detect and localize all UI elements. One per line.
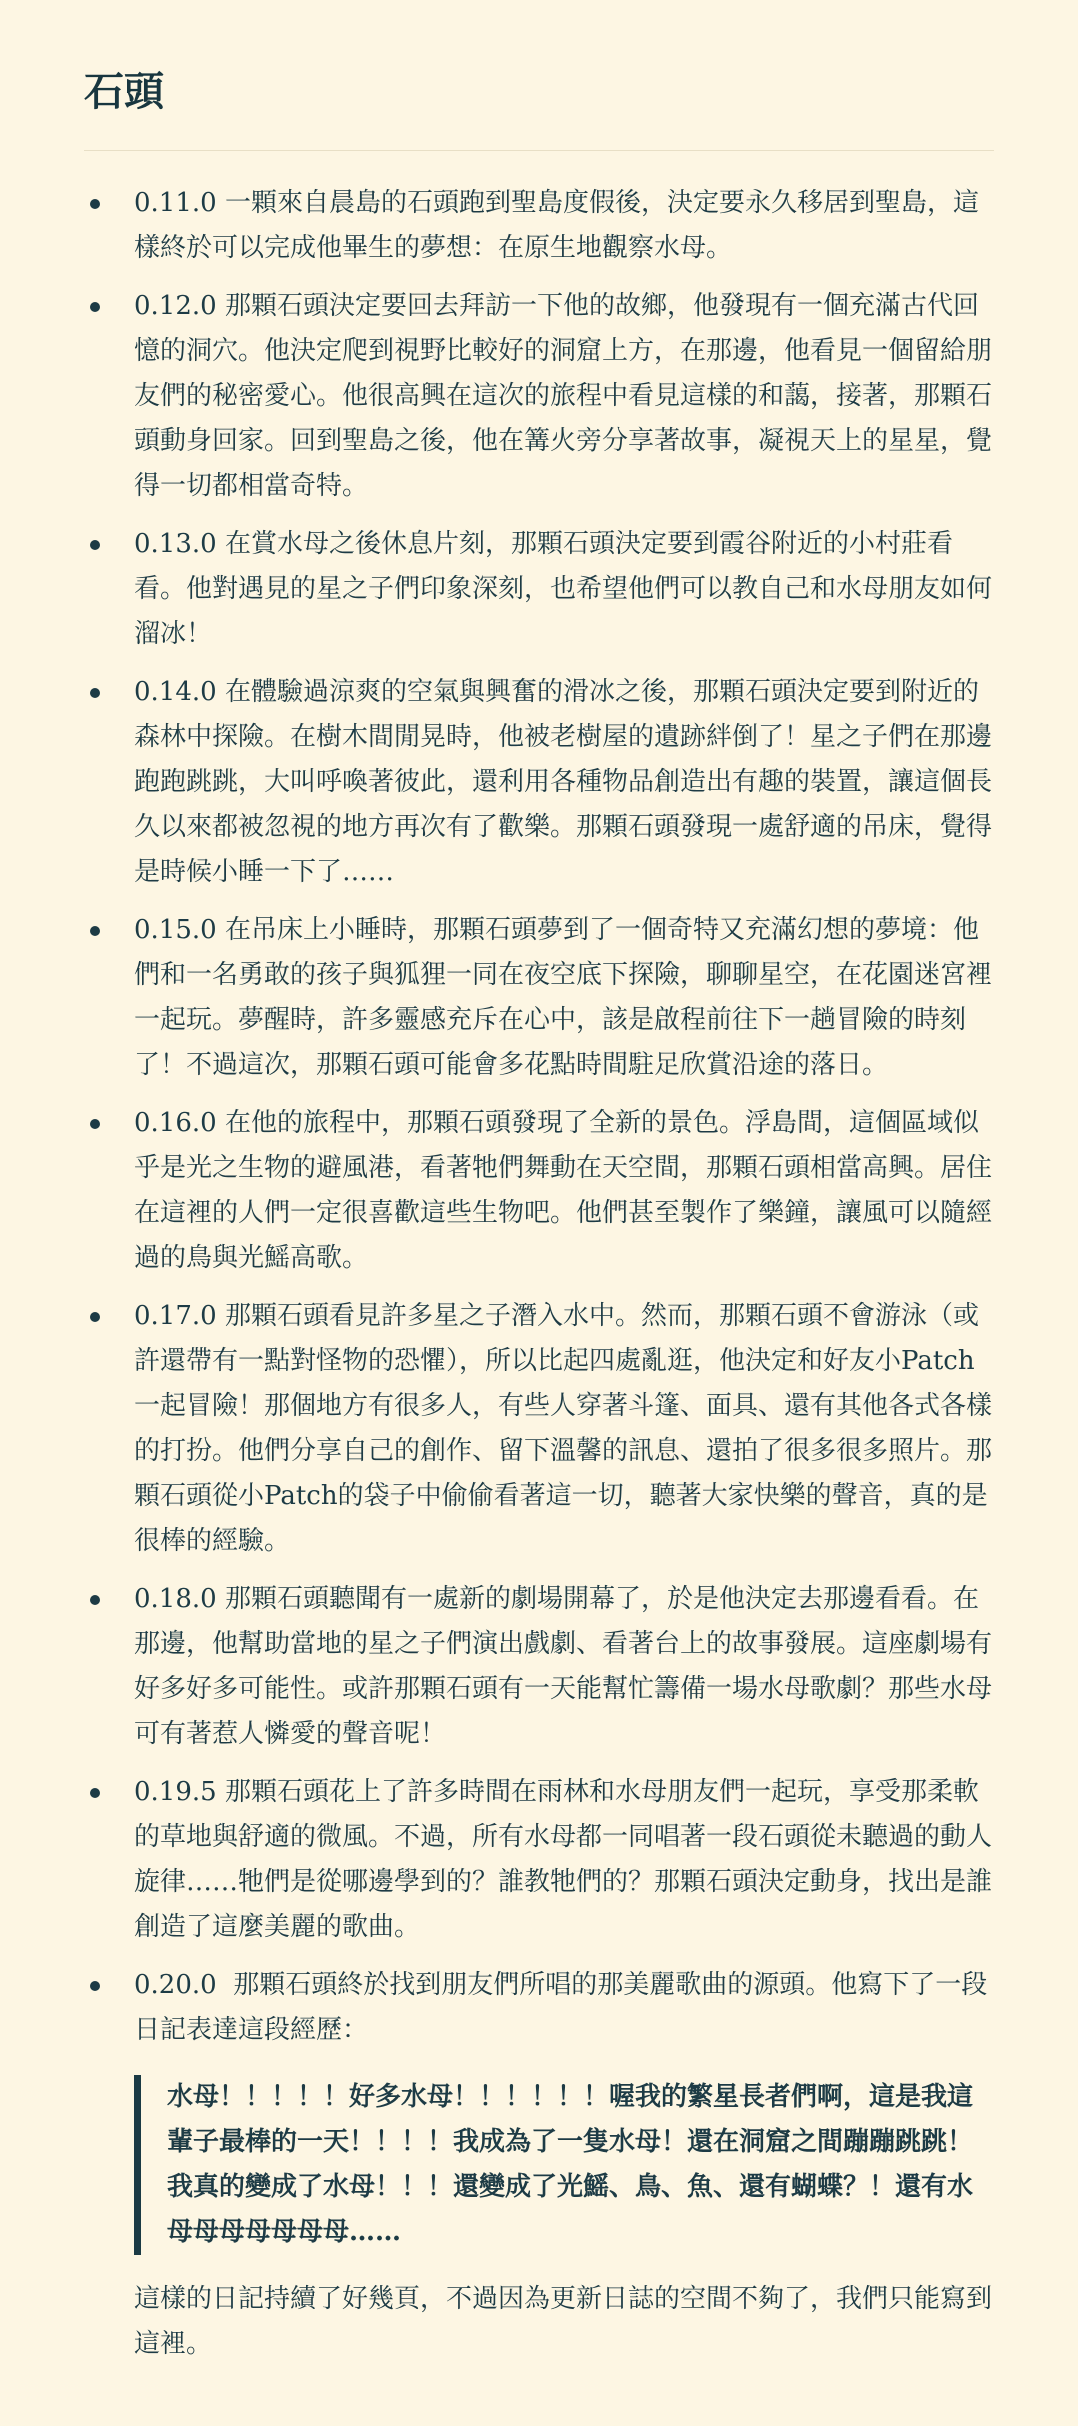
- changelog-entry: [84, 670, 994, 895]
- bullet-icon: [90, 688, 100, 698]
- journal-quote: [134, 2075, 994, 2255]
- entry-version: 0.18.0: [134, 1584, 217, 1614]
- entry-version: 0.19.5: [134, 1777, 217, 1807]
- bullet-icon: [90, 926, 100, 936]
- entry-text: 那顆石頭決定要回去拜訪一下他的故鄉，他發現有一個充滿古代回憶的洞穴。他決定爬到視野比較好的洞窟上方，在那邊，他看見一個留給朋友們的秘密愛心。他很高興在這次的旅程中看見這樣的和藹，接著，那顆石頭動身回家。回到聖島之後，他在篝火旁分享著故事，凝視天上的星星，覺得一切都相當奇特。: [134, 291, 993, 501]
- bullet-icon: [90, 199, 100, 209]
- changelog-entry: [84, 181, 994, 271]
- entry-text: 一顆來自晨島的石頭跑到聖島度假後，決定要永久移居到聖島，這樣終於可以完成他畢生的夢想：在原生地觀察水母。: [134, 188, 979, 263]
- entry-version: 0.13.0: [134, 529, 217, 559]
- bullet-icon: [90, 1312, 100, 1322]
- bullet-icon: [90, 540, 100, 550]
- bullet-icon: [90, 1119, 100, 1129]
- entry-text: 在他的旅程中，那顆石頭發現了全新的景色。浮島間，這個區域似乎是光之生物的避風港，看著牠們舞動在天空間，那顆石頭相當高興。居住在這裡的人們一定很喜歡這些生物吧。他們甚至製作了樂鐘，讓風可以隨經過的鳥與光鰩高歌。: [134, 1108, 993, 1273]
- entry-text: 在賞水母之後休息片刻，那顆石頭決定要到霞谷附近的小村莊看看。他對遇見的星之子們印象深刻，也希望他們可以教自己和水母朋友如何溜冰！: [134, 529, 993, 649]
- entry-closing-text: 這樣的日記持續了好幾頁，不過因為更新日誌的空間不夠了，我們只能寫到這裡。: [134, 2284, 993, 2359]
- entry-text: 那顆石頭看見許多星之子潛入水中。然而，那顆石頭不會游泳（或許還帶有一點對怪物的恐懼），所以比起四處亂逛，他決定和好友小Patch一起冒險！那個地方有很多人，有些人穿著斗篷、面具、還有其他各式各樣的打扮。他們分享自己的創作、留下溫馨的訊息、還拍了很多很多照片。那顆石頭從小Patch的袋子中偷偷看著這一切，聽著大家快樂的聲音，真的是很棒的經驗。: [134, 1301, 993, 1556]
- entry-text: 那顆石頭花上了許多時間在雨林和水母朋友們一起玩，享受那柔軟的草地與舒適的微風。不過，所有水母都一同唱著一段石頭從未聽過的動人旋律……牠們是從哪邊學到的？誰教牠們的？那顆石頭決定動身，找出是誰創造了這麼美麗的歌曲。: [134, 1777, 993, 1942]
- entry-version: 0.17.0: [134, 1301, 217, 1331]
- entry-version: 0.20.0: [134, 1970, 217, 2000]
- changelog-entry: [84, 1294, 994, 1564]
- bullet-icon: [90, 302, 100, 312]
- entry-version: 0.16.0: [134, 1108, 217, 1138]
- page-title: 石頭: [84, 68, 164, 115]
- changelog-entry: [84, 522, 994, 657]
- entry-text: 那顆石頭聽聞有一處新的劇場開幕了，於是他決定去那邊看看。在那邊，他幫助當地的星之子們演出戲劇、看著台上的故事發展。這座劇場有好多好多可能性。或許那顆石頭有一天能幫忙籌備一場水母歌劇？那些水母可有著惹人憐愛的聲音呢！: [134, 1584, 993, 1749]
- bullet-icon: [90, 1788, 100, 1798]
- entry-version: 0.14.0: [134, 677, 217, 707]
- title-divider: [84, 150, 994, 151]
- changelog-entry-last: [84, 1963, 994, 2367]
- bullet-icon: [90, 1981, 100, 1991]
- entry-version: 0.15.0: [134, 915, 217, 945]
- entry-text: 在吊床上小睡時，那顆石頭夢到了一個奇特又充滿幻想的夢境：他們和一名勇敢的孩子與狐狸一同在夜空底下探險，聊聊星空，在花園迷宮裡一起玩。夢醒時，許多靈感充斥在心中，該是啟程前往下一趟冒險的時刻了！不過這次，那顆石頭可能會多花點時間駐足欣賞沿途的落日。: [134, 915, 993, 1080]
- entry-version: 0.12.0: [134, 291, 217, 321]
- entry-version: 0.11.0: [134, 188, 217, 218]
- entry-text: 在體驗過涼爽的空氣與興奮的滑冰之後，那顆石頭決定要到附近的森林中探險。在樹木間閒晃時，他被老樹屋的遺跡絆倒了！星之子們在那邊跑跑跳跳，大叫呼喚著彼此，還利用各種物品創造出有趣的裝置，讓這個長久以來都被忽視的地方再次有了歡樂。那顆石頭發現一處舒適的吊床，覺得是時候小睡一下了……: [134, 677, 993, 887]
- changelog-entry: [84, 908, 994, 1088]
- bullet-icon: [90, 1595, 100, 1605]
- changelog-entry: [84, 284, 994, 509]
- changelog-entry: [84, 1101, 994, 1281]
- entry-text: 那顆石頭終於找到朋友們所唱的那美麗歌曲的源頭。他寫下了一段日記表達這段經歷：: [134, 1970, 988, 2045]
- changelog-list: [84, 181, 994, 2367]
- journal-text: 水母！！！！！好多水母！！！！！！喔我的繁星長者們啊，這是我這輩子最棒的一天！！！！我成為了一隻水母！還在洞窟之間蹦蹦跳跳！我真的變成了水母！！！還變成了光鰩、鳥、魚、還有蝴蝶？！還有水母母母母母母母……: [167, 2082, 974, 2247]
- changelog-entry: [84, 1577, 994, 1757]
- changelog-entry: [84, 1770, 994, 1950]
